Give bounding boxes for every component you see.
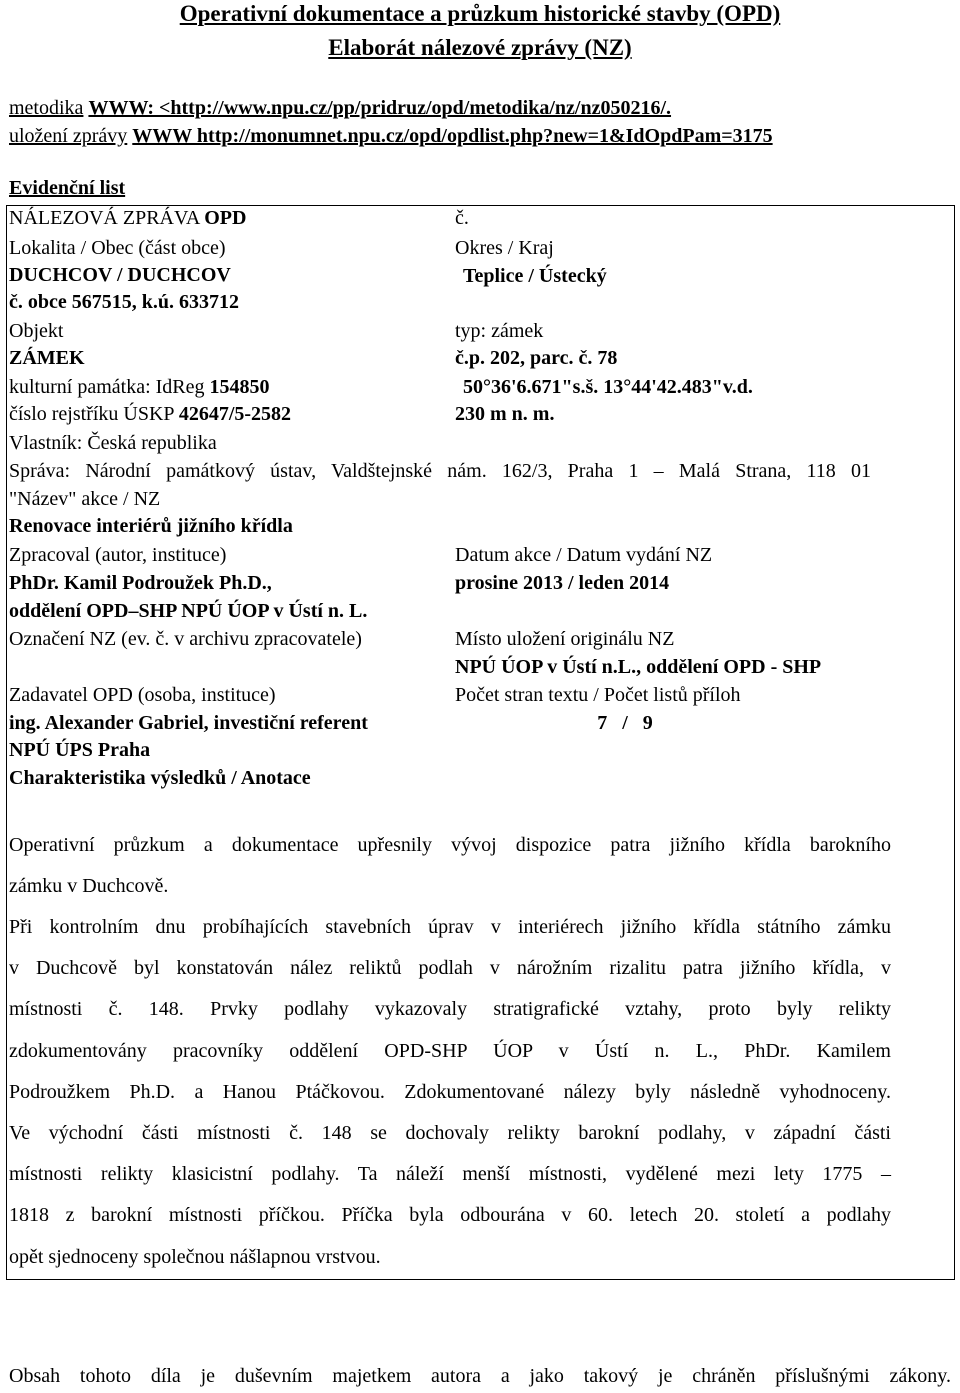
nz-opd: OPD	[204, 207, 247, 229]
zadavatel-name: ing. Alexander Gabriel, investiční referent	[9, 712, 368, 734]
annotation-line: zdokumentovány pracovníky oddělení OPD-SHP ÚOP v Ústí n. L., PhDr. Kamilem	[9, 1039, 891, 1062]
altitude-value: 230 m n. m.	[455, 403, 555, 425]
akce-label: "Název" akce / NZ	[9, 488, 161, 510]
datum-label: Datum akce / Datum vydání NZ	[455, 544, 713, 566]
rejstrik-value: 42647/5-2582	[178, 403, 292, 425]
annotation-line: Operativní průzkum a dokumentace upřesnily vývoj dispozice patra jižního křídla barokního	[9, 834, 891, 856]
pamatka-value: 154850	[209, 376, 270, 398]
vlastnik-line: Vlastník: Česká republika	[9, 432, 217, 454]
annotation-line: místnosti relikty klasicistní podlahy. Ta náleží menší místnosti, vydělené mezi lety 1775 –	[9, 1163, 891, 1186]
metodika-link[interactable]: WWW: <http://www.npu.cz/pp/pridruz/opd/metodika/nz/nz050216/.	[88, 97, 672, 119]
annotation-line: Při kontrolním dnu probíhajících stavebních úprav v interiérech jižního křídla státního zámku	[9, 916, 891, 938]
zpracoval-name: PhDr. Kamil Podroužek Ph.D.,	[9, 572, 272, 594]
rejstrik-label: číslo rejstříku ÚSKP	[9, 403, 174, 425]
misto-value: NPÚ ÚOP v Ústí n.L., oddělení OPD - SHP	[455, 656, 822, 678]
ulozeni-link[interactable]: WWW http://monumnet.npu.cz/opd/opdlist.php?new=1&IdOpdPam=3175	[132, 125, 773, 147]
lokalita-value: DUCHCOV / DUCHCOV	[9, 264, 231, 286]
pamatka-label: kulturní památka: IdReg	[9, 376, 205, 398]
document-subtitle: Elaborát nálezové zprávy (NZ)	[328, 35, 632, 60]
annotation-line: Podroužkem Ph.D. a Hanou Ptáčkovou. Zdokumentované nálezy byly následně vyhodnoceny.	[9, 1080, 891, 1103]
misto-label: Místo uložení originálu NZ	[455, 628, 675, 650]
akce-value: Renovace interiérů jižního křídla	[9, 515, 293, 537]
rejstrik-line	[9, 402, 291, 426]
zadavatel-inst: NPÚ ÚPS Praha	[9, 739, 151, 761]
objekt-value: ZÁMEK	[9, 347, 85, 369]
annotation-line: Ve východní části místnosti č. 148 se dochovaly relikty barokní podlahy, v západní části	[9, 1122, 891, 1145]
gps-value: 50°36'6.671"s.š. 13°44'42.483"v.d.	[463, 376, 753, 398]
objekt-label: Objekt	[9, 320, 64, 342]
pamatka-line	[9, 375, 270, 399]
annotation-line: zámku v Duchcově.	[9, 875, 169, 898]
cp-value: č.p. 202, parc. č. 78	[455, 347, 618, 369]
typ-value: typ: zámek	[455, 320, 544, 342]
nz-label: NÁLEZOVÁ ZPRÁVA	[9, 207, 200, 229]
sprava-line: Správa: Národní památkový ústav, Valdštejnské nám. 162/3, Praha 1 – Malá Strana, 118 01	[9, 460, 871, 482]
ulozeni-label: uložení zprávy	[9, 125, 128, 147]
oznaceni-label: Označení NZ (ev. č. v archivu zpracovatele)	[9, 628, 362, 650]
okres-label: Okres / Kraj	[455, 237, 554, 259]
charakteristika-heading: Charakteristika výsledků / Anotace	[9, 767, 311, 789]
zpracoval-label: Zpracoval (autor, instituce)	[9, 544, 227, 566]
pocet-label: Počet stran textu / Počet listů příloh	[455, 684, 741, 706]
ulozeni-line	[9, 124, 773, 148]
evidencni-list-heading: Evidenční list	[9, 177, 126, 199]
metodika-line	[9, 96, 671, 120]
lokalita-label: Lokalita / Obec (část obce)	[9, 237, 226, 259]
annotation-line: 1818 z barokní místnosti příčkou. Příčka byla odbourána v 60. letech 20. století a podlahy	[9, 1204, 891, 1227]
okres-value: Teplice / Ústecký	[463, 265, 607, 287]
nz-number-label: č.	[455, 207, 469, 229]
document-title: Operativní dokumentace a průzkum historické stavby (OPD)	[179, 1, 781, 26]
annotation-line: opět sjednoceny společnou nášlapnou vrstvou.	[9, 1245, 381, 1268]
nz-label-line	[9, 206, 246, 230]
metodika-label: metodika	[9, 97, 84, 119]
annotation-line: místnosti č. 148. Prvky podlahy vykazovaly stratigrafické vztahy, proto byly relikty	[9, 998, 891, 1021]
annotation-line: v Duchcově byl konstatován nález reliktů podlah v nárožním rizalitu patra jižního křídla, v	[9, 957, 891, 980]
annotation-paragraph-1	[9, 825, 891, 907]
pocet-value: 7 / 9	[597, 712, 653, 734]
zpracoval-dept: oddělení OPD–SHP NPÚ ÚOP v Ústí n. L.	[9, 600, 368, 622]
annotation-paragraph-2	[9, 907, 891, 1278]
datum-value: prosine 2013 / leden 2014	[455, 572, 670, 594]
zadavatel-label: Zadavatel OPD (osoba, instituce)	[9, 684, 276, 706]
copyright-notice: Obsah tohoto díla je duševním majetkem autora a jako takový je chráněn příslušnými zákony.	[9, 1365, 951, 1387]
obec-value: č. obce 567515, k.ú. 633712	[9, 291, 239, 313]
